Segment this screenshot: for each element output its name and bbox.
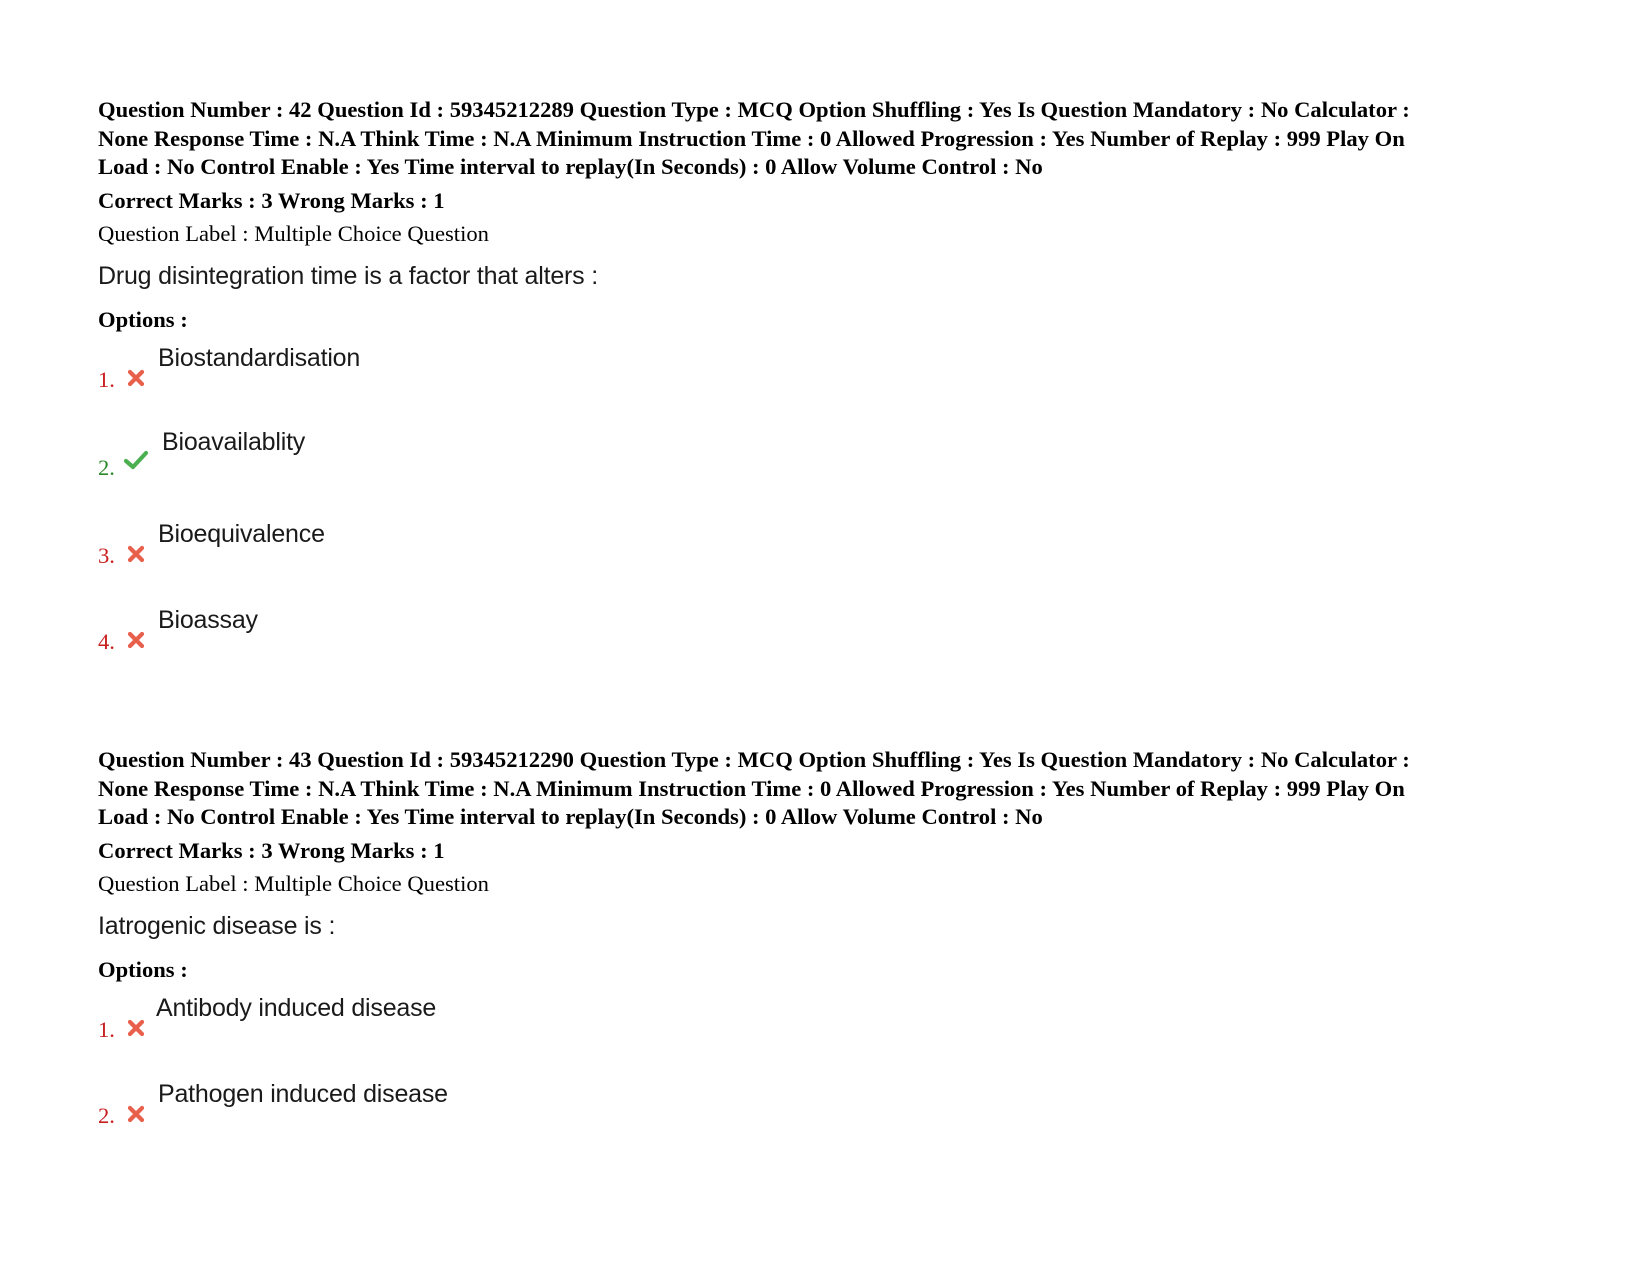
option-number: 4. — [98, 628, 115, 654]
option-item — [98, 342, 1578, 428]
question-meta-line: Question Number : 42 Question Id : 59345212289 Question Type : MCQ Option Shuffling : Yes Is Question Mandatory : No Calculator : — [98, 97, 1410, 122]
option-item — [98, 518, 1578, 604]
question-meta-line: None Response Time : N.A Think Time : N.A Minimum Instruction Time : 0 Allowed Progression : Yes Number of Replay : 999 Play On — [98, 125, 1405, 151]
option-item — [98, 604, 1578, 690]
cross-icon — [126, 1018, 146, 1038]
question-meta — [98, 746, 1578, 832]
question-marks: Correct Marks : 3 Wrong Marks : 1 — [98, 187, 445, 213]
cross-icon — [126, 368, 146, 388]
option-number: 3. — [98, 542, 115, 568]
option-number: 1. — [98, 366, 115, 392]
question-label: Question Label : Multiple Choice Question — [98, 870, 489, 896]
question-meta-line: Load : No Control Enable : Yes Time interval to replay(In Seconds) : 0 Allow Volume Control : No — [98, 804, 1043, 829]
option-text: Antibody induced disease — [156, 993, 437, 1022]
question-label: Question Label : Multiple Choice Question — [98, 220, 489, 246]
option-text: Pathogen induced disease — [158, 1079, 448, 1108]
option-item — [98, 992, 1578, 1078]
option-item — [98, 428, 1578, 518]
options-list — [98, 342, 1578, 690]
question-text: Drug disintegration time is a factor that alters : — [98, 261, 598, 290]
question-block-42 — [98, 96, 1578, 690]
options-list — [98, 992, 1578, 1164]
option-item — [98, 1078, 1578, 1164]
cross-icon — [126, 544, 146, 564]
question-block-43 — [98, 746, 1578, 1164]
question-meta — [98, 96, 1578, 182]
option-text: Bioequivalence — [158, 519, 325, 548]
option-number: 2. — [98, 1102, 115, 1128]
question-meta-line: Question Number : 43 Question Id : 59345212290 Question Type : MCQ Option Shuffling : Yes Is Question Mandatory : No Calculator : — [98, 747, 1410, 772]
question-text: Iatrogenic disease is : — [98, 911, 336, 940]
options-heading: Options : — [98, 306, 188, 332]
question-meta-line: Load : No Control Enable : Yes Time interval to replay(In Seconds) : 0 Allow Volume Control : No — [98, 154, 1043, 179]
question-marks: Correct Marks : 3 Wrong Marks : 1 — [98, 837, 445, 863]
options-heading: Options : — [98, 956, 188, 982]
option-text: Bioassay — [158, 605, 258, 634]
option-text: Biostandardisation — [158, 343, 361, 372]
question-meta-line: None Response Time : N.A Think Time : N.A Minimum Instruction Time : 0 Allowed Progression : Yes Number of Replay : 999 Play On — [98, 775, 1405, 801]
cross-icon — [126, 630, 146, 650]
option-text: Bioavailablity — [162, 427, 306, 456]
cross-icon — [126, 1104, 146, 1124]
option-number: 1. — [98, 1016, 115, 1042]
check-icon — [123, 450, 149, 470]
option-number: 2. — [98, 454, 115, 480]
